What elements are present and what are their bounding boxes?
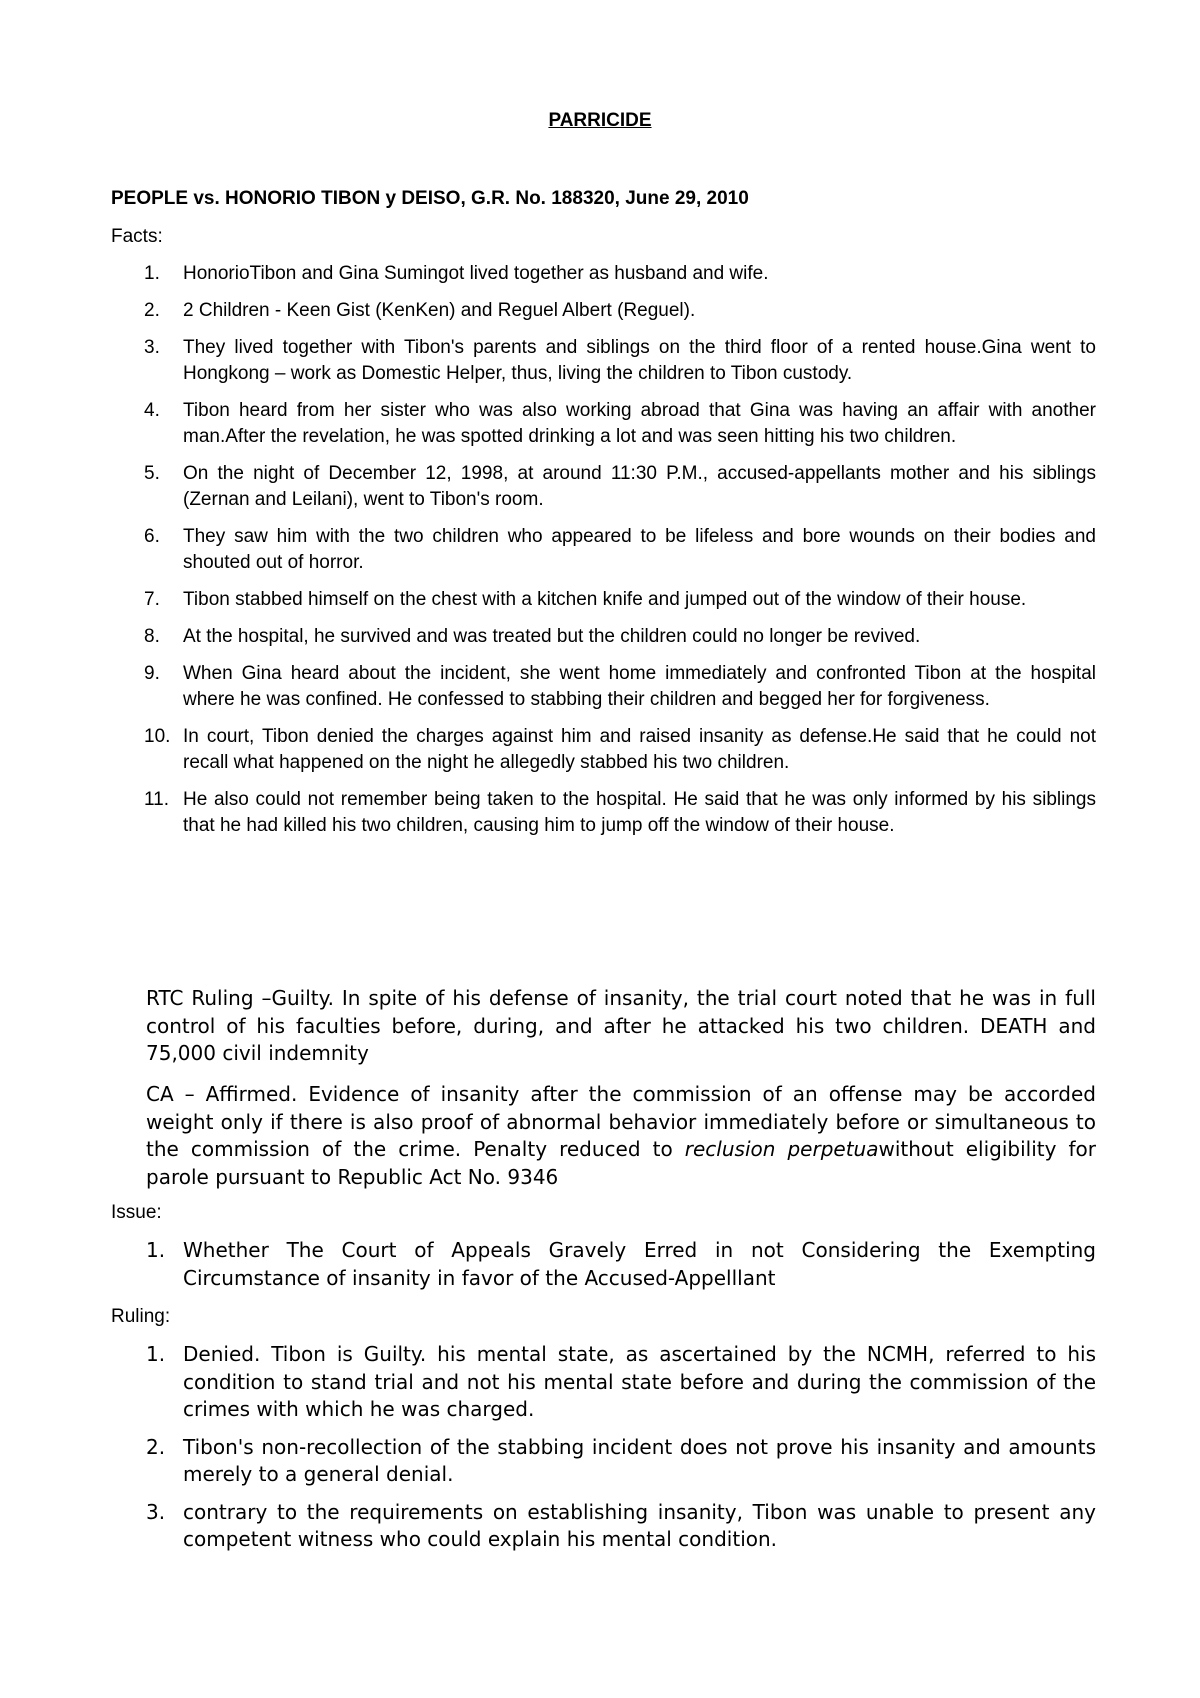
list-number: 3. [144,337,160,358]
list-text: He also could not remember being taken to the hospital. He said that he was only informed by his siblings that he had killed his two children, causing him to jump off the window of their house. [183,789,1096,836]
issue-label: Issue: [111,1202,162,1223]
list-item [111,787,1096,839]
issue-list [111,1237,1096,1302]
list-text: They saw him with the two children who appeared to be lifeless and bore wounds on their bodies and shouted out of horror. [183,526,1096,573]
list-number: 1. [146,1238,166,1262]
list-item [111,1434,1096,1489]
list-text: contrary to the requirements on establishing insanity, Tibon was unable to present any competent witness who could explain his mental condition. [183,1499,1096,1551]
ruling-label: Ruling: [111,1306,171,1327]
ca-ruling-italic: reclusion perpetua [684,1137,879,1161]
list-item [111,1237,1096,1292]
list-item [111,298,1096,324]
list-text: When Gina heard about the incident, she went home immediately and confronted Tibon at the hospital where he was confined. He confessed to stabbing their children and begged her for forgiveness. [183,663,1096,710]
list-item [111,1341,1096,1424]
list-item [111,261,1096,287]
list-text: They lived together with Tibon's parents and siblings on the third floor of a rented house.Gina went to Hongkong – work as Domestic Helper, thus, living the children to Tibon custody. [183,337,1096,384]
list-number: 2. [146,1434,166,1459]
case-heading: PEOPLE vs. HONORIO TIBON y DEISO, G.R. No. 188320, June 29, 2010 [111,188,749,209]
list-item [111,587,1096,613]
list-text: Tibon stabbed himself on the chest with a kitchen knife and jumped out of the window of their house. [183,589,1027,610]
list-number: 1. [146,1342,166,1366]
ruling-list [111,1341,1096,1564]
facts-label: Facts: [111,226,163,247]
list-item [111,524,1096,576]
list-text: 2 Children - Keen Gist (KenKen) and Reguel Albert (Reguel). [183,300,696,321]
ca-ruling-text-end: without eligibility for parole pursuant to Republic Act No. 9346 [146,1137,1096,1189]
list-text: In court, Tibon denied the charges against him and raised insanity as defense.He said that he could not recall what happened on the night he allegedly stabbed his two children. [183,726,1096,773]
list-number: 8. [144,626,160,647]
list-item [111,1499,1096,1554]
list-number: 3. [146,1499,166,1524]
list-text: Whether The Court of Appeals Gravely Erred in not Considering the Exempting Circumstance of insanity in favor of the Accused-Appelllant [183,1238,1096,1290]
list-number: 2. [144,300,160,321]
list-text: Tibon's non-recollection of the stabbing incident does not prove his insanity and amounts merely to a general denial. [183,1434,1096,1486]
list-number: 7. [144,589,160,610]
list-text: At the hospital, he survived and was treated but the children could no longer be revived. [183,626,921,647]
ca-ruling-text: CA – Affirmed. Evidence of insanity after the commission of an offense may be accorded weight only if there is also proof of abnormal behavior immediately before or simultaneous to the commission of the crime. Penalty reduced to [146,1082,1096,1161]
list-number: 10. [144,726,171,747]
ca-ruling-paragraph [146,1081,1096,1191]
list-item [111,624,1096,650]
list-number: 1. [144,263,160,284]
list-number: 11. [144,789,170,810]
list-item [111,461,1096,513]
list-text: Denied. Tibon is Guilty. his mental state, as ascertained by the NCMH, referred to his condition to stand trial and not his mental state before and during the commission of the crimes with which he was charged. [183,1342,1096,1421]
list-number: 4. [144,400,160,421]
rtc-ruling-paragraph: RTC Ruling –Guilty. In spite of his defense of insanity, the trial court noted that he was in full control of his faculties before, during, and after he attacked his two children. DEATH and 75,000 civil indemnity [146,986,1096,1065]
list-item [111,398,1096,450]
list-text: On the night of December 12, 1998, at around 11:30 P.M., accused-appellants mother and his siblings (Zernan and Leilani), went to Tibon's room. [183,463,1096,510]
facts-list [111,261,1096,850]
list-text: Tibon heard from her sister who was also working abroad that Gina was having an affair with another man.After the revelation, he was spotted drinking a lot and was seen hitting his two children. [183,400,1096,447]
list-item [111,661,1096,713]
list-item [111,335,1096,387]
document-title: PARRICIDE [548,110,652,131]
list-text: HonorioTibon and Gina Sumingot lived together as husband and wife. [183,263,769,284]
list-item [111,724,1096,776]
list-number: 6. [144,526,160,547]
list-number: 9. [144,663,160,684]
list-number: 5. [144,463,160,484]
